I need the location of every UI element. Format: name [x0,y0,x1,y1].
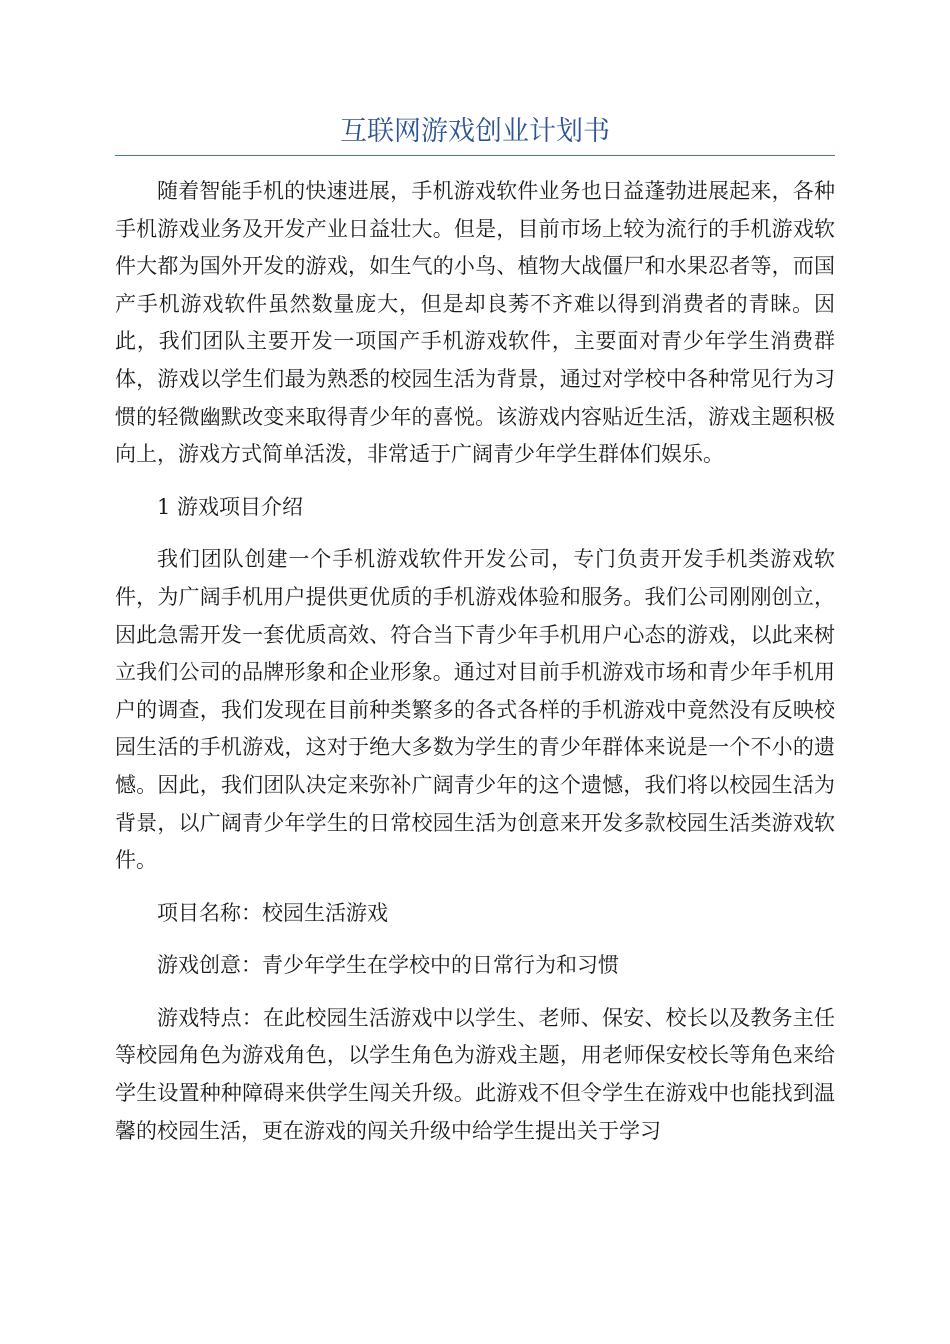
section-heading-project-intro: 1 游戏项目介绍 [157,494,304,519]
paragraph-intro: 随着智能手机的快速进展，手机游戏软件业务也日益蓬勃进展起来，各种手机游戏业务及开发产业日益壮大。但是，目前市场上较为流行的手机游戏软件大都为国外开发的游戏，如生气的小鸟、植物大战僵尸和水果忍者等，而国产手机游戏软件虽然数量庞大，但是却良莠不齐难以得到消费者的青睐。因此，我们团队主要开发一项国产手机游戏软件，主要面对青少年学生消费群体，游戏以学生们最为熟悉的校园生活为背景，通过对学校中各种常见行为习惯的轻微幽默改变来取得青少年的喜悦。该游戏内容贴近生活，游戏主题积极向上，游戏方式简单活泼，非常适于广阔青少年学生群体们娱乐。 [115,179,835,467]
document-title: 互联网游戏创业计划书 [340,116,610,147]
paragraph-game-features: 游戏特点：在此校园生活游戏中以学生、老师、保安、校长以及教务主任等校园角色为游戏角色，以学生角色为游戏主题，用老师保安校长等角色来给学生设置种种障碍来供学生闯关升级。此游戏不但令学生在游戏中也能找到温馨的校园生活，更在游戏的闯关升级中给学生提出关于学习 [115,1005,835,1143]
document-body [115,173,835,1165]
paragraph-project-name: 项目名称：校园生活游戏 [157,900,388,925]
paragraph-game-idea: 游戏创意：青少年学生在学校中的日常行为和习惯 [157,953,619,978]
title-underline [115,155,835,156]
paragraph-company: 我们团队创建一个手机游戏软件开发公司，专门负责开发手机类游戏软件，为广阔手机用户提供更优质的手机游戏体验和服务。我们公司刚刚创立，因此急需开发一套优质高效、符合当下青少年手机用户心态的游戏，以此来树立我们公司的品牌形象和企业形象。通过对目前手机游戏市场和青少年手机用户的调查，我们发现在目前种类繁多的各式各样的手机游戏中竟然没有反映校园生活的手机游戏，这对于绝大多数为学生的青少年群体来说是一个不小的遗憾。因此，我们团队决定来弥补广阔青少年的这个遗憾，我们将以校园生活为背景，以广阔青少年学生的日常校园生活为创意来开发多款校园生活类游戏软件。 [115,547,835,873]
